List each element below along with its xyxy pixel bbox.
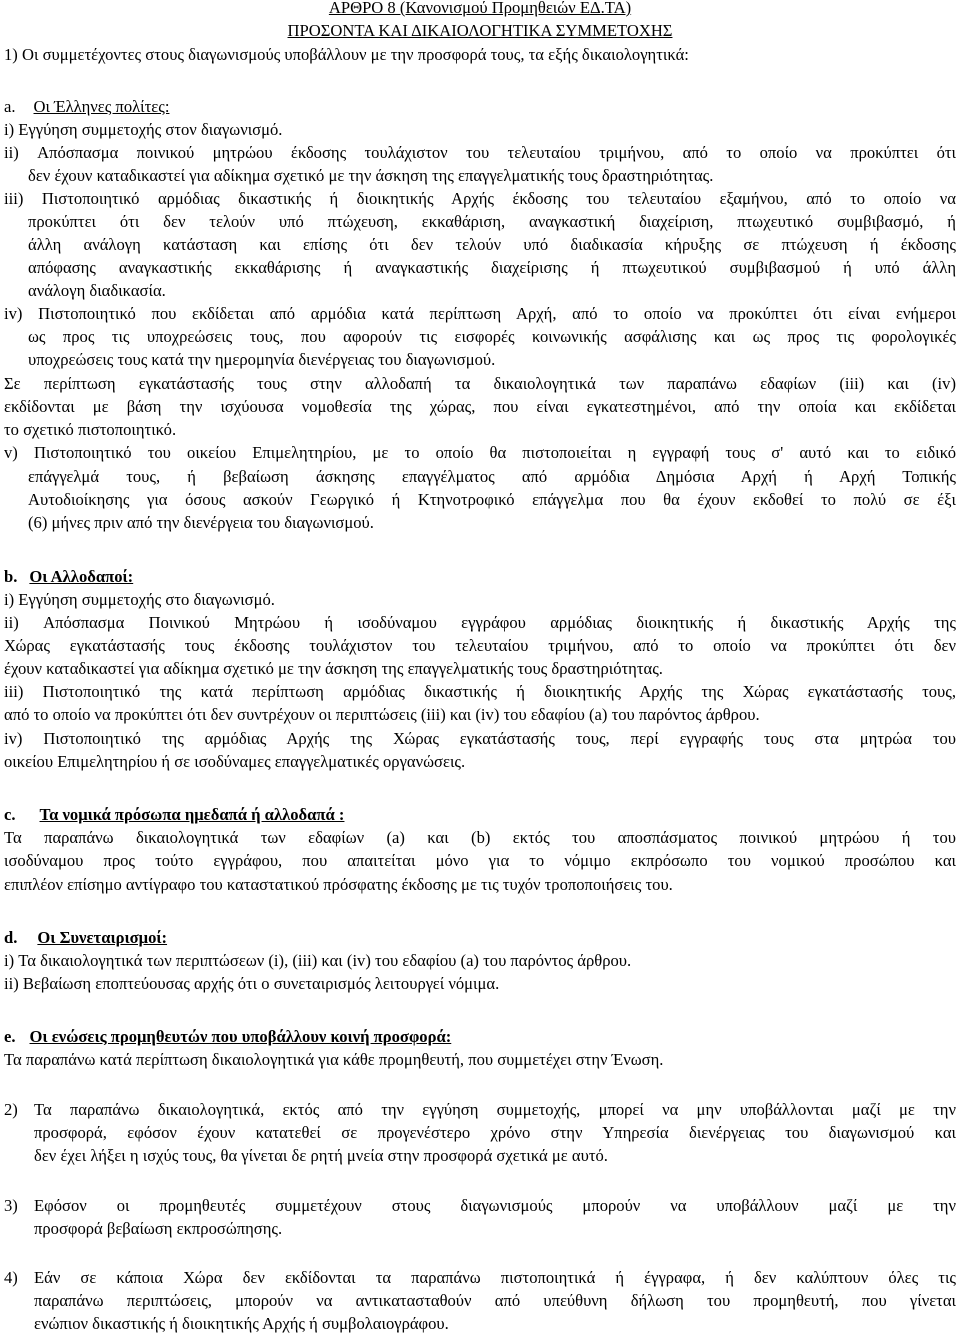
point-4-line: Εάν σε κάποια Χώρα δεν εκδίδονται τα παραπάνω πιστοποιητικά ή έγγραφα, ή δεν καλύπτουν όλες τις bbox=[34, 1268, 956, 1287]
point-4-line: παραπάνω περιπτώσεις, μπορούν να αντικατασταθούν από υπεύθυνη δήλωση του προμηθευτή, που γίνεται bbox=[34, 1291, 956, 1310]
section-a-marker: a. bbox=[4, 97, 16, 116]
section-a-line: v) Πιστοποιητικό του οικείου Επιμελητηρίου, με το οποίο θα πιστοποιείται η εγγραφή τους σ' αυτό και το ειδικό bbox=[4, 443, 956, 462]
section-b-line: iii) Πιστοποιητικό της κατά περίπτωση αρμόδιας δικαστικής ή διοικητικής Αρχής της Χώρας εγκατάστασής τους, bbox=[4, 682, 956, 701]
section-c-marker: c. bbox=[4, 805, 16, 824]
section-d-line: i) Τα δικαιολογητικά των περιπτώσεων (i), (iii) και (iv) του εδαφίου (a) του παρόντος άρθρου. bbox=[4, 951, 632, 970]
section-e-title: Οι ενώσεις προμηθευτών που υποβάλλουν κοινή προσφορά: bbox=[29, 1027, 452, 1046]
section-a-line: Σε περίπτωση εγκατάστασής τους στην αλλοδαπή τα δικαιολογητικά των παραπάνω εδαφίων (iii) και (iv) bbox=[4, 374, 956, 393]
intro-paragraph: 1) Οι συμμετέχοντες στους διαγωνισμούς υποβάλλουν με την προσφορά τους, τα εξής δικαιολογητικά: bbox=[4, 45, 689, 64]
section-b-heading bbox=[4, 565, 956, 589]
section-a-line: άλλη ανάλογη κατάσταση και επίσης ότι δεν τελούν υπό διαδικασία κήρυξης σε πτώχευση ή έκδοσης bbox=[28, 235, 956, 254]
point-2-line: δεν έχει λήξει η ισχύς τους, θα γίνεται δε ρητή μνεία στην προσφορά σχετικά με αυτό. bbox=[34, 1146, 608, 1165]
section-a-title: Οι Έλληνες πολίτες: bbox=[33, 97, 170, 116]
section-a-line: απόφασης αναγκαστικής εκκαθάρισης ή αναγκαστικής διαχείρισης ή πτωχευτικού συμβιβασμού ή υπό άλλη bbox=[28, 258, 956, 277]
section-b-marker: b. bbox=[4, 567, 18, 586]
point-3-line: Εφόσον οι προμηθευτές συμμετέχουν στους διαγωνισμούς μπορούν να υποβάλλουν μαζί με την bbox=[34, 1196, 956, 1215]
section-c-line: επιπλέον επίσημο αντίγραφο του καταστατικού πρόσφατης έκδοσης με τις τυχόν τροποποιήσεις του. bbox=[4, 875, 673, 894]
point-4-marker: 4) bbox=[4, 1268, 18, 1287]
section-d-heading bbox=[4, 926, 956, 950]
section-b-line: από το οποίο να προκύπτει ότι δεν συντρέχουν οι περιπτώσεις (iii) και (iv) του εδαφίου (a) του παρόντος άρθρου. bbox=[4, 705, 760, 724]
section-c-line: ισοδύναμου προς τούτο εγγράφου, που απαιτείται μόνο για το νόμιμο εκπρόσωπο του νομικού προσώπου και bbox=[4, 851, 956, 870]
section-d-line: ii) Βεβαίωση εποπτεύουσας αρχής ότι ο συνεταιρισμός λειτουργεί νόμιμα. bbox=[4, 974, 500, 993]
section-a-line: επάγγελμά τους, ή βεβαίωση άσκησης επαγγέλματος από αρμόδια Δημόσια Αρχή ή Αρχή Τοπικής bbox=[28, 467, 956, 486]
section-b-title: Οι Αλλοδαποί: bbox=[29, 567, 134, 586]
section-d-title: Οι Συνεταιρισμοί: bbox=[37, 928, 168, 947]
section-a-line: ως προς τις υποχρεώσεις τους, που αφορούν τις εισφορές κοινωνικής ασφάλισης και ως προς τις φορολογικές bbox=[28, 327, 956, 346]
point-2-line: προσφορά, εφόσον έχουν κατατεθεί σε προγενέστερο χρόνο στην Υπηρεσία διενέργειας του διαγωνισμού και bbox=[34, 1123, 956, 1142]
point-2-line: Τα παραπάνω δικαιολογητικά, εκτός από την εγγύηση συμμετοχής, μπορεί να μην υποβάλλονται μαζί με την bbox=[34, 1100, 956, 1119]
point-3-marker: 3) bbox=[4, 1196, 18, 1215]
section-a-line: (6) μήνες πριν από την διενέργεια του διαγωνισμού. bbox=[28, 513, 374, 532]
section-c-title: Τα νομικά πρόσωπα ημεδαπά ή αλλοδαπά : bbox=[39, 805, 345, 824]
section-a-line: iv) Πιστοποιητικό που εκδίδεται από αρμόδια κατά περίπτωση Αρχή, από το οποίο να προκύπτει ότι είναι ενήμεροι bbox=[4, 304, 956, 323]
section-c-line: Τα παραπάνω δικαιολογητικά των εδαφίων (a) και (b) εκτός του αποσπάσματος ποινικού μητρώου ή του bbox=[4, 828, 956, 847]
section-a-line: i) Εγγύηση συμμετοχής στον διαγωνισμό. bbox=[4, 120, 283, 139]
section-a-line: το σχετικό πιστοποιητικό. bbox=[4, 420, 177, 439]
section-e-heading bbox=[4, 1025, 956, 1049]
section-a-line: ii) Απόσπασμα ποινικού μητρώου έκδοσης τουλάχιστον του τελευταίου τριμήνου, από το οποίο να προκύπτει ότι bbox=[4, 143, 956, 162]
section-c-heading bbox=[4, 803, 956, 827]
point-2-marker: 2) bbox=[4, 1100, 18, 1119]
section-b-line: έχουν καταδικαστεί για αδίκημα σχετικό με την άσκηση της επαγγελματικής τους δραστηριότητας. bbox=[4, 659, 663, 678]
section-a-line: ανάλογη διαδικασία. bbox=[28, 281, 166, 300]
section-e-line: Τα παραπάνω κατά περίπτωση δικαιολογητικά για κάθε προμηθευτή, που συμμετέχει στην Ένωση. bbox=[4, 1050, 664, 1069]
article-title: ΑΡΘΡΟ 8 (Κανονισμού Προμηθειών ΕΔ.ΤΑ) bbox=[328, 0, 632, 17]
section-a-line: υποχρεώσεις τους κατά την ημερομηνία διενέργειας του διαγωνισμού. bbox=[28, 350, 496, 369]
section-a-line: δεν έχουν καταδικαστεί για αδίκημα σχετικό με την άσκηση της επαγγελματικής τους δραστηριότητας. bbox=[28, 166, 714, 185]
section-a-heading bbox=[4, 95, 956, 119]
section-e-marker: e. bbox=[4, 1027, 16, 1046]
article-subtitle: ΠΡΟΣΟΝΤΑ ΚΑΙ ΔΙΚΑΙΟΛΟΓΗΤΙΚΑ ΣΥΜΜΕΤΟΧΗΣ bbox=[287, 21, 673, 40]
point-4-line: ενώπιον δικαστικής ή διοικητικής Αρχής ή συμβολαιογράφου. bbox=[34, 1314, 449, 1333]
section-b-line: οικείου Επιμελητηρίου ή σε ισοδύναμες επαγγελματικές οργανώσεις. bbox=[4, 752, 466, 771]
point-3-line: προσφορά βεβαίωση εκπροσώπησης. bbox=[34, 1219, 283, 1238]
section-a-line: iii) Πιστοποιητικό αρμόδιας δικαστικής ή διοικητικής Αρχής έκδοσης του τελευταίου εξαμήνου, από το οποίο να bbox=[4, 189, 956, 208]
section-a-line: εκδίδονται με βάση την ισχύουσα νομοθεσία της χώρας, που είναι εγκατεστημένοι, από την οποία και εκδίδεται bbox=[4, 397, 956, 416]
section-b-line: ii) Απόσπασμα Ποινικού Μητρώου ή ισοδύναμου εγγράφου αρμόδιας διοικητικής ή δικαστικής Αρχής της bbox=[4, 613, 956, 632]
section-b-line: Χώρας εγκατάστασής τους έκδοσης τουλάχιστον του τελευταίου τριμήνου, από το οποίο να προκύπτει ότι δεν bbox=[4, 636, 956, 655]
section-a-line: προκύπτει ότι δεν τελούν υπό πτώχευση, εκκαθάριση, αναγκαστική διαχείριση, πτωχευτικό συμβιβασμό, ή bbox=[28, 212, 956, 231]
section-a-line: Αυτοδιοίκησης για όσους ασκούν Γεωργικό ή Κτηνοτροφικό επάγγελμα που θα έχουν εκδοθεί το πολύ σε έξι bbox=[28, 490, 956, 509]
section-b-line: i) Εγγύηση συμμετοχής στο διαγωνισμό. bbox=[4, 590, 275, 609]
section-d-marker: d. bbox=[4, 928, 18, 947]
section-b-line: iv) Πιστοποιητικό της αρμόδιας Αρχής της Χώρας εγκατάστασής τους, περί εγγραφής τους στα μητρώα του bbox=[4, 729, 956, 748]
